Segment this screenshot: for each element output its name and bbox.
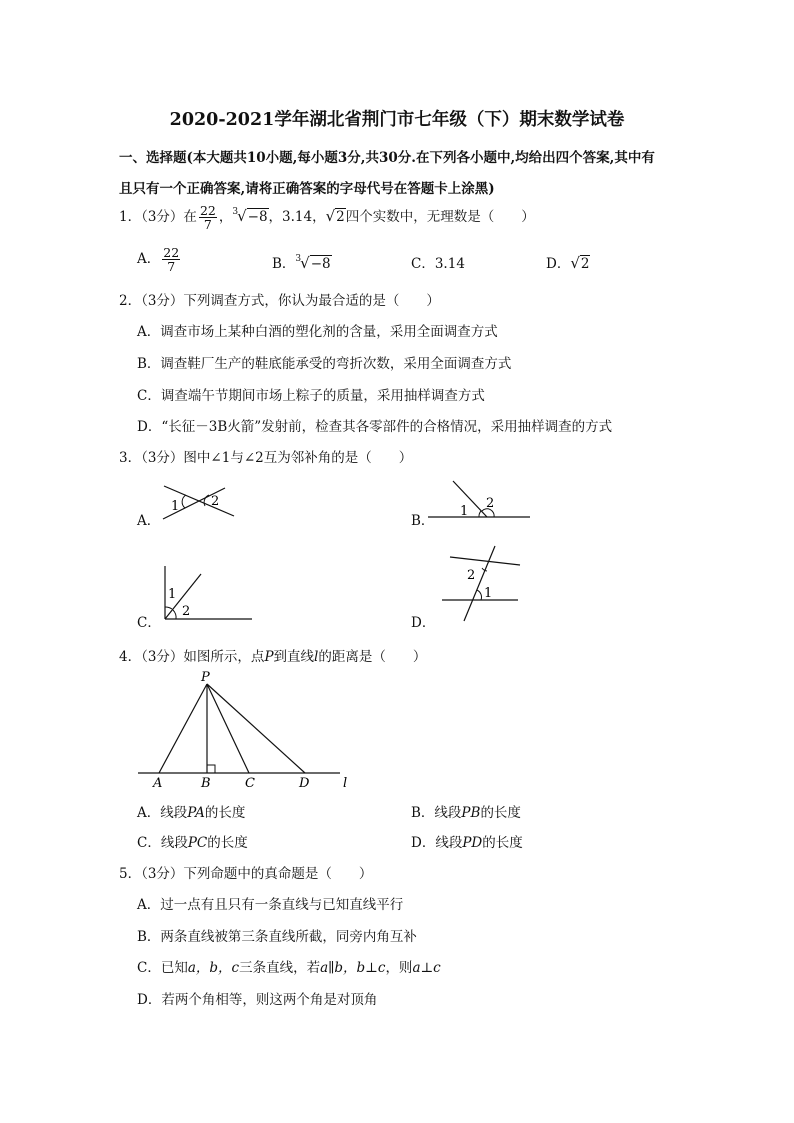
q3-option-a-label[interactable]: A． xyxy=(137,513,161,529)
angle-label-2: 2 xyxy=(211,494,220,509)
question-2-stem: 2．（3分）下列调查方式，你认为最合适的是（ ） xyxy=(119,293,440,309)
q4-stem-pre: 4．（3分）如图所示，点 xyxy=(119,649,265,665)
q3-option-b-label[interactable]: B． xyxy=(411,513,435,529)
segment-pd xyxy=(207,684,305,773)
radical-sign-icon: √ xyxy=(300,254,310,272)
q4-line: l xyxy=(314,649,319,665)
option-label: A． xyxy=(137,251,161,267)
q4-option-a[interactable] xyxy=(137,801,245,821)
section-heading-line1: 一、选择题(本大题共10小题,每小题3分,共30分.在下列各小题中,均给出四个答案,其中有 xyxy=(119,150,655,166)
angle-label-2: 2 xyxy=(467,568,476,583)
label-p: P xyxy=(201,670,210,685)
q2-option-c[interactable]: C．调查端午节期间市场上粽子的质量，采用抽样调查方式 xyxy=(137,388,485,404)
q1-option-a-fraction xyxy=(162,246,180,273)
q3-figure-d xyxy=(430,543,530,625)
q4-option-c[interactable] xyxy=(137,831,248,851)
line xyxy=(450,557,520,565)
label-a: A xyxy=(153,776,163,791)
frac-num: 22 xyxy=(163,245,180,260)
option-label: C．线段 xyxy=(137,835,188,851)
option-text: 3.14 xyxy=(434,256,465,272)
q5-option-a[interactable]: A．过一点有且只有一条直线与已知直线平行 xyxy=(137,897,404,913)
option-text: ，则 xyxy=(385,960,413,976)
label-c: C xyxy=(245,776,255,791)
option-label: D． xyxy=(546,256,571,272)
q5-option-c[interactable] xyxy=(137,956,441,976)
option-label: B． xyxy=(272,256,296,272)
q1-square-root xyxy=(326,207,346,225)
q3-option-c-label[interactable]: C． xyxy=(137,615,161,631)
q3-option-d-label[interactable]: D． xyxy=(411,615,436,631)
q3-figure-b xyxy=(425,478,535,523)
q4-stem-post: 的距离是（ ） xyxy=(318,649,427,665)
q1-option-b[interactable] xyxy=(272,252,332,272)
option-tail: 的长度 xyxy=(482,835,523,851)
angle-label-2: 2 xyxy=(182,604,191,619)
q1-option-a[interactable] xyxy=(137,246,182,273)
label-l: l xyxy=(343,776,348,791)
angle-label-1: 1 xyxy=(168,587,177,602)
question-3-stem: 3．（3分）图中∠1与∠2互为邻补角的是（ ） xyxy=(119,450,413,466)
option-text: 三条直线，若 xyxy=(239,960,321,976)
question-1-stem xyxy=(119,204,535,231)
cbrt-index: 3 xyxy=(295,254,302,264)
question-5-stem: 5．（3分）下列命题中的真命题是（ ） xyxy=(119,866,373,882)
sqrt-radicand: 2 xyxy=(580,256,590,272)
section-heading-line2: 且只有一个正确答案,请将正确答案的字母代号在答题卡上涂黑) xyxy=(119,181,495,197)
frac-den: 7 xyxy=(167,259,176,274)
q1-prefix: 1．（3分）在 xyxy=(119,209,197,225)
radical-sign-icon: √ xyxy=(237,207,247,225)
segment-name: PB xyxy=(461,805,481,821)
q5-option-b[interactable]: B．两条直线被第三条直线所截，同旁内角互补 xyxy=(137,929,417,945)
option-tail: 的长度 xyxy=(204,805,246,821)
option-vars: a，b，c xyxy=(187,960,240,976)
q3-figure-a xyxy=(155,480,245,525)
q1-frac-den: 7 xyxy=(203,217,212,232)
option-label: D．线段 xyxy=(411,835,463,851)
right-angle-mark-icon xyxy=(207,765,215,773)
segment-pc xyxy=(207,684,249,773)
angle-label-1: 1 xyxy=(460,504,469,519)
question-4-stem xyxy=(119,645,426,665)
q4-figure xyxy=(135,666,355,791)
cbrt-radicand: −8 xyxy=(310,256,331,272)
q4-point: P xyxy=(264,649,274,665)
q2-option-b[interactable]: B．调查鞋厂生产的鞋底能承受的弯折次数，采用全面调查方式 xyxy=(137,356,512,372)
option-condition: a∥b，b⊥c xyxy=(320,960,386,976)
line xyxy=(453,481,487,517)
segment-name: PD xyxy=(462,835,483,851)
option-label: C． xyxy=(411,256,435,272)
option-tail: 的长度 xyxy=(480,805,521,821)
q1-cube-root xyxy=(232,207,268,225)
option-label: A．线段 xyxy=(137,805,188,821)
q4-stem-mid: 到直线 xyxy=(273,649,315,665)
q4-option-d[interactable] xyxy=(411,831,523,851)
q1-option-d-square-root xyxy=(570,254,590,272)
angle-label-2: 2 xyxy=(486,496,495,511)
q3-figure-c xyxy=(155,562,255,624)
segment-name: PA xyxy=(187,805,205,821)
radical-sign-icon: √ xyxy=(325,207,336,225)
angle-arc xyxy=(165,607,172,609)
q5-option-d[interactable]: D．若两个角相等，则这两个角是对顶角 xyxy=(137,992,378,1008)
angle-arc xyxy=(182,495,186,508)
angle-label-1: 1 xyxy=(484,586,493,601)
segment-pa xyxy=(159,684,207,773)
q1-suffix: 四个实数中，无理数是（ ） xyxy=(345,209,535,225)
q1-cbrt-index: 3 xyxy=(232,207,239,217)
angle-arc xyxy=(173,610,176,619)
q2-option-d[interactable]: D．“长征－3B火箭”发射前，检查其各零部件的合格情况，采用抽样调查的方式 xyxy=(137,419,613,435)
option-tail: 的长度 xyxy=(207,835,248,851)
option-text: C．已知 xyxy=(137,960,188,976)
label-d: D xyxy=(299,776,310,791)
angle-label-1: 1 xyxy=(171,499,180,514)
line xyxy=(464,546,495,621)
q4-option-b[interactable] xyxy=(411,801,521,821)
q1-option-c[interactable] xyxy=(411,252,465,272)
q2-option-a[interactable]: A．调查市场上某种白酒的塑化剂的含量，采用全面调查方式 xyxy=(137,324,498,340)
angle-arc xyxy=(477,590,482,600)
page-title: 2020-2021学年湖北省荆门市七年级（下）期末数学试卷 xyxy=(169,110,625,130)
radical-sign-icon: √ xyxy=(570,254,580,272)
q1-mid: ，3.14， xyxy=(268,209,326,225)
angle-arc xyxy=(479,511,481,517)
label-b: B xyxy=(201,776,211,791)
q1-sqrt-radicand: 2 xyxy=(336,209,345,225)
q1-cbrt-radicand: −8 xyxy=(247,209,268,225)
q1-fraction xyxy=(199,204,217,231)
segment-name: PC xyxy=(187,835,208,851)
q1-option-b-cube-root xyxy=(295,254,331,272)
q1-sep: ， xyxy=(218,209,233,225)
option-label: B．线段 xyxy=(411,805,462,821)
option-result: a⊥c xyxy=(412,960,441,976)
q1-frac-num: 22 xyxy=(199,203,216,218)
q1-option-d[interactable] xyxy=(546,252,590,272)
